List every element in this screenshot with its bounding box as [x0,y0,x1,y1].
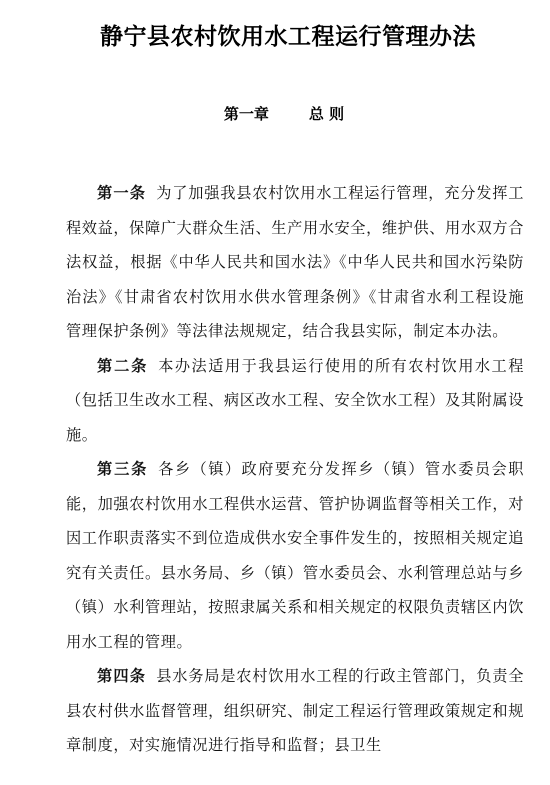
article-number: 第一条 [97,184,147,202]
article-text: 各乡（镇）政府要充分发挥乡（镇）管水委员会职能，加强农村饮用水工程供水运营、管护协调监督等相关工作，对因工作职责落实不到位造成供水安全事件发生的，按照相关规定追究有关责任。县水务局、乡（镇）管水委员会、水利管理总站与乡（镇）水利管理站，按照隶属关系和相关规定的权限负责辖区内饮用水工程的管理。 [66,460,524,651]
chapter-name: 总 则 [308,105,345,123]
chapter-number: 第一章 [223,105,269,123]
article-text: 县水务局是农村饮用水工程的行政主管部门，负责全县农村供水监督管理，组织研究、制定工程运行管理政策规定和规章制度，对实施情况进行指导和监督；县卫生 [66,667,524,754]
article-text: 为了加强我县农村饮用水工程运行管理，充分发挥工程效益，保障广大群众生活、生产用水安全，维护供、用水双方合法权益，根据《中华人民共和国水法》《中华人民共和国水污染防治法》《甘肃省农村饮用水供水管理条例》《甘肃省水利工程设施管理保护条例》等法律法规规定，结合我县实际，制定本办法。 [66,184,524,340]
document-body [66,176,524,763]
article-number: 第二条 [97,356,149,375]
chapter-heading [66,104,524,124]
article-paragraph [66,176,524,349]
document-title: 静宁县农村饮用水工程运行管理办法 [100,24,476,50]
article-paragraph [66,349,524,453]
article-number: 第三条 [97,460,149,478]
article-paragraph [66,659,524,763]
article-text: 本办法适用于我县运行使用的所有农村饮用水工程（包括卫生改水工程、病区改水工程、安全饮水工程）及其附属设施。 [66,356,524,444]
article-paragraph [66,452,524,659]
article-number: 第四条 [97,667,147,685]
